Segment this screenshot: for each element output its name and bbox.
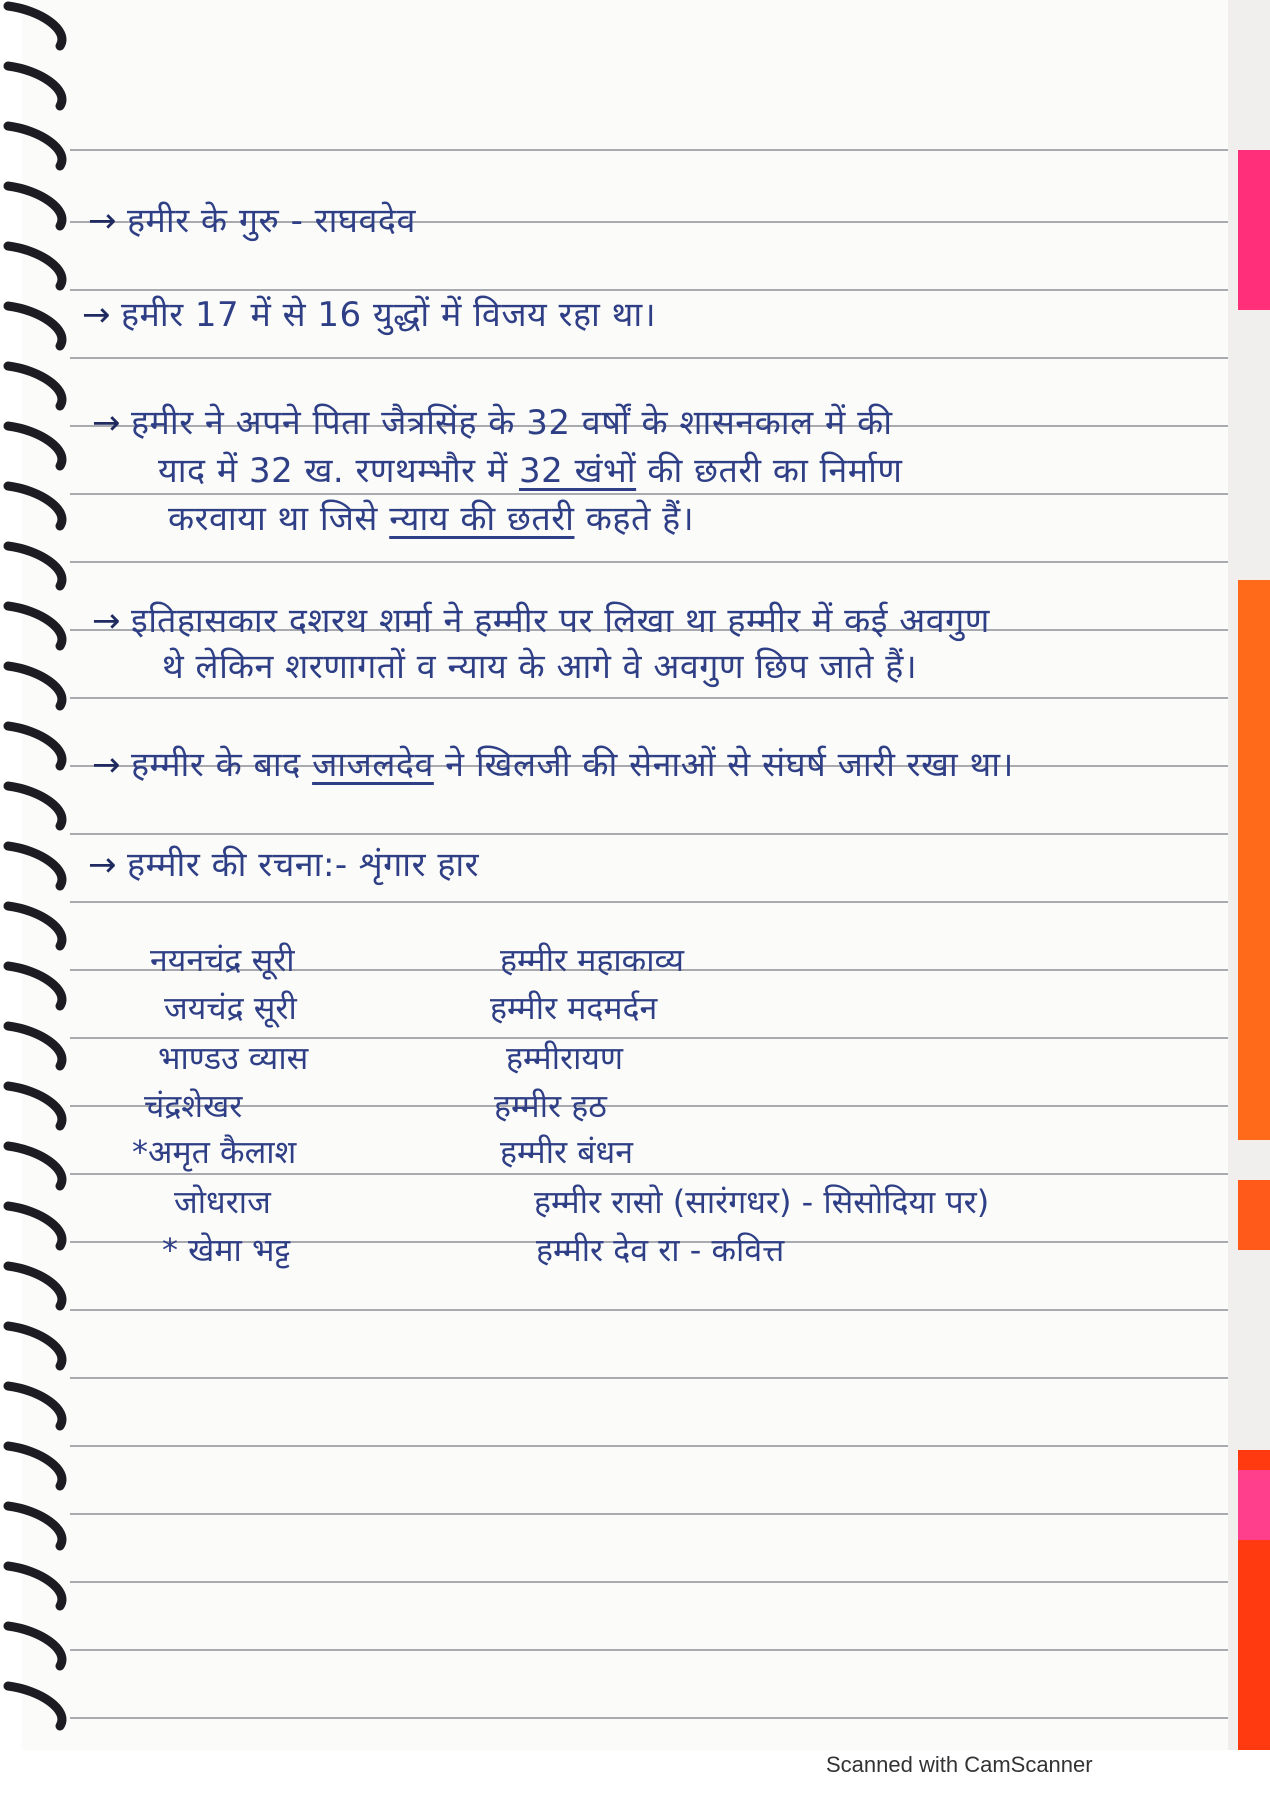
list-item [150,938,1150,982]
work-title: हम्मीर देव रा - कवित्त [536,1231,785,1269]
note-text: की छतरी का निर्माण [636,451,903,491]
author-name: * खेमा भट्ट [162,1231,291,1269]
scanner-watermark: Scanned with CamScanner [826,1752,1093,1777]
arrow-icon: → [92,745,121,785]
work-title: हम्मीर बंधन [500,1133,633,1171]
arrow-icon: → [92,601,121,641]
note-text: हमीर ने अपने पिता जैत्रसिंह के 32 वर्षों के शासनकाल में की [131,403,893,443]
author-name: *अमृत कैलाश [132,1133,297,1171]
work-title: हम्मीरायण [506,1039,624,1077]
list-item [150,986,1150,1030]
color-tabs [1228,0,1270,1750]
work-title: हम्मीर मदमर्दन [490,989,658,1027]
work-title: हम्मीर महाकाव्य [500,941,685,979]
note-text: इतिहासकार दशरथ शर्मा ने हम्मीर पर लिखा था हम्मीर में कई अवगुण [131,601,990,641]
note-text: करवाया था जिसे [168,499,390,539]
note-text: ने खिलजी की सेनाओं से संघर्ष जारी रखा था। [433,745,1014,785]
note-line-jajaldev [92,740,1014,786]
list-item [132,1130,1150,1174]
list-item [150,1228,1150,1272]
note-text: हमीर 17 में से 16 युद्धों में विजय रहा था। [121,295,657,335]
note-line-battles [82,290,656,336]
author-name: जयचंद्र सूरी [164,989,297,1027]
author-name: चंद्रशेखर [144,1087,243,1125]
underlined-text: न्याय की छतरी [389,499,575,539]
author-name: नयनचंद्र सूरी [150,941,295,979]
work-title: हम्मीर रासो (सारंगधर) - सिसोदिया पर) [534,1183,990,1221]
note-line-chhatri-1 [92,398,893,444]
note-text: हमीर के गुरु - राघवदेव [127,201,416,241]
note-text: थे लेकिन शरणागतों व न्याय के आगे वे अवगुण छिप जाते हैं। [162,647,918,687]
spiral-binding [0,0,95,1750]
underlined-text: जाजलदेव [312,745,434,785]
underlined-text: 32 खंभों [519,451,637,491]
list-item [150,1036,1150,1080]
arrow-icon: → [88,845,117,885]
note-text: हम्मीर के बाद [131,745,313,785]
arrow-icon: → [92,403,121,443]
list-item [144,1084,1150,1128]
note-line-chhatri-3 [168,494,694,540]
arrow-icon: → [82,295,111,335]
note-line-historian-1 [92,596,990,642]
note-line-historian-2 [162,642,917,688]
note-text: हम्मीर की रचना:- शृंगार हार [127,845,480,885]
note-text: कहते हैं। [574,499,695,539]
arrow-icon: → [88,201,117,241]
note-line-guru [88,196,416,242]
note-line-chhatri-2 [158,446,903,492]
note-text: याद में 32 ख. रणथम्भौर में [158,451,520,491]
list-item [150,1180,1150,1224]
author-name: भाण्डउ व्यास [158,1039,309,1077]
author-name: जोधराज [174,1183,271,1221]
work-title: हम्मीर हठ [494,1087,607,1125]
note-line-rachna [88,840,479,886]
